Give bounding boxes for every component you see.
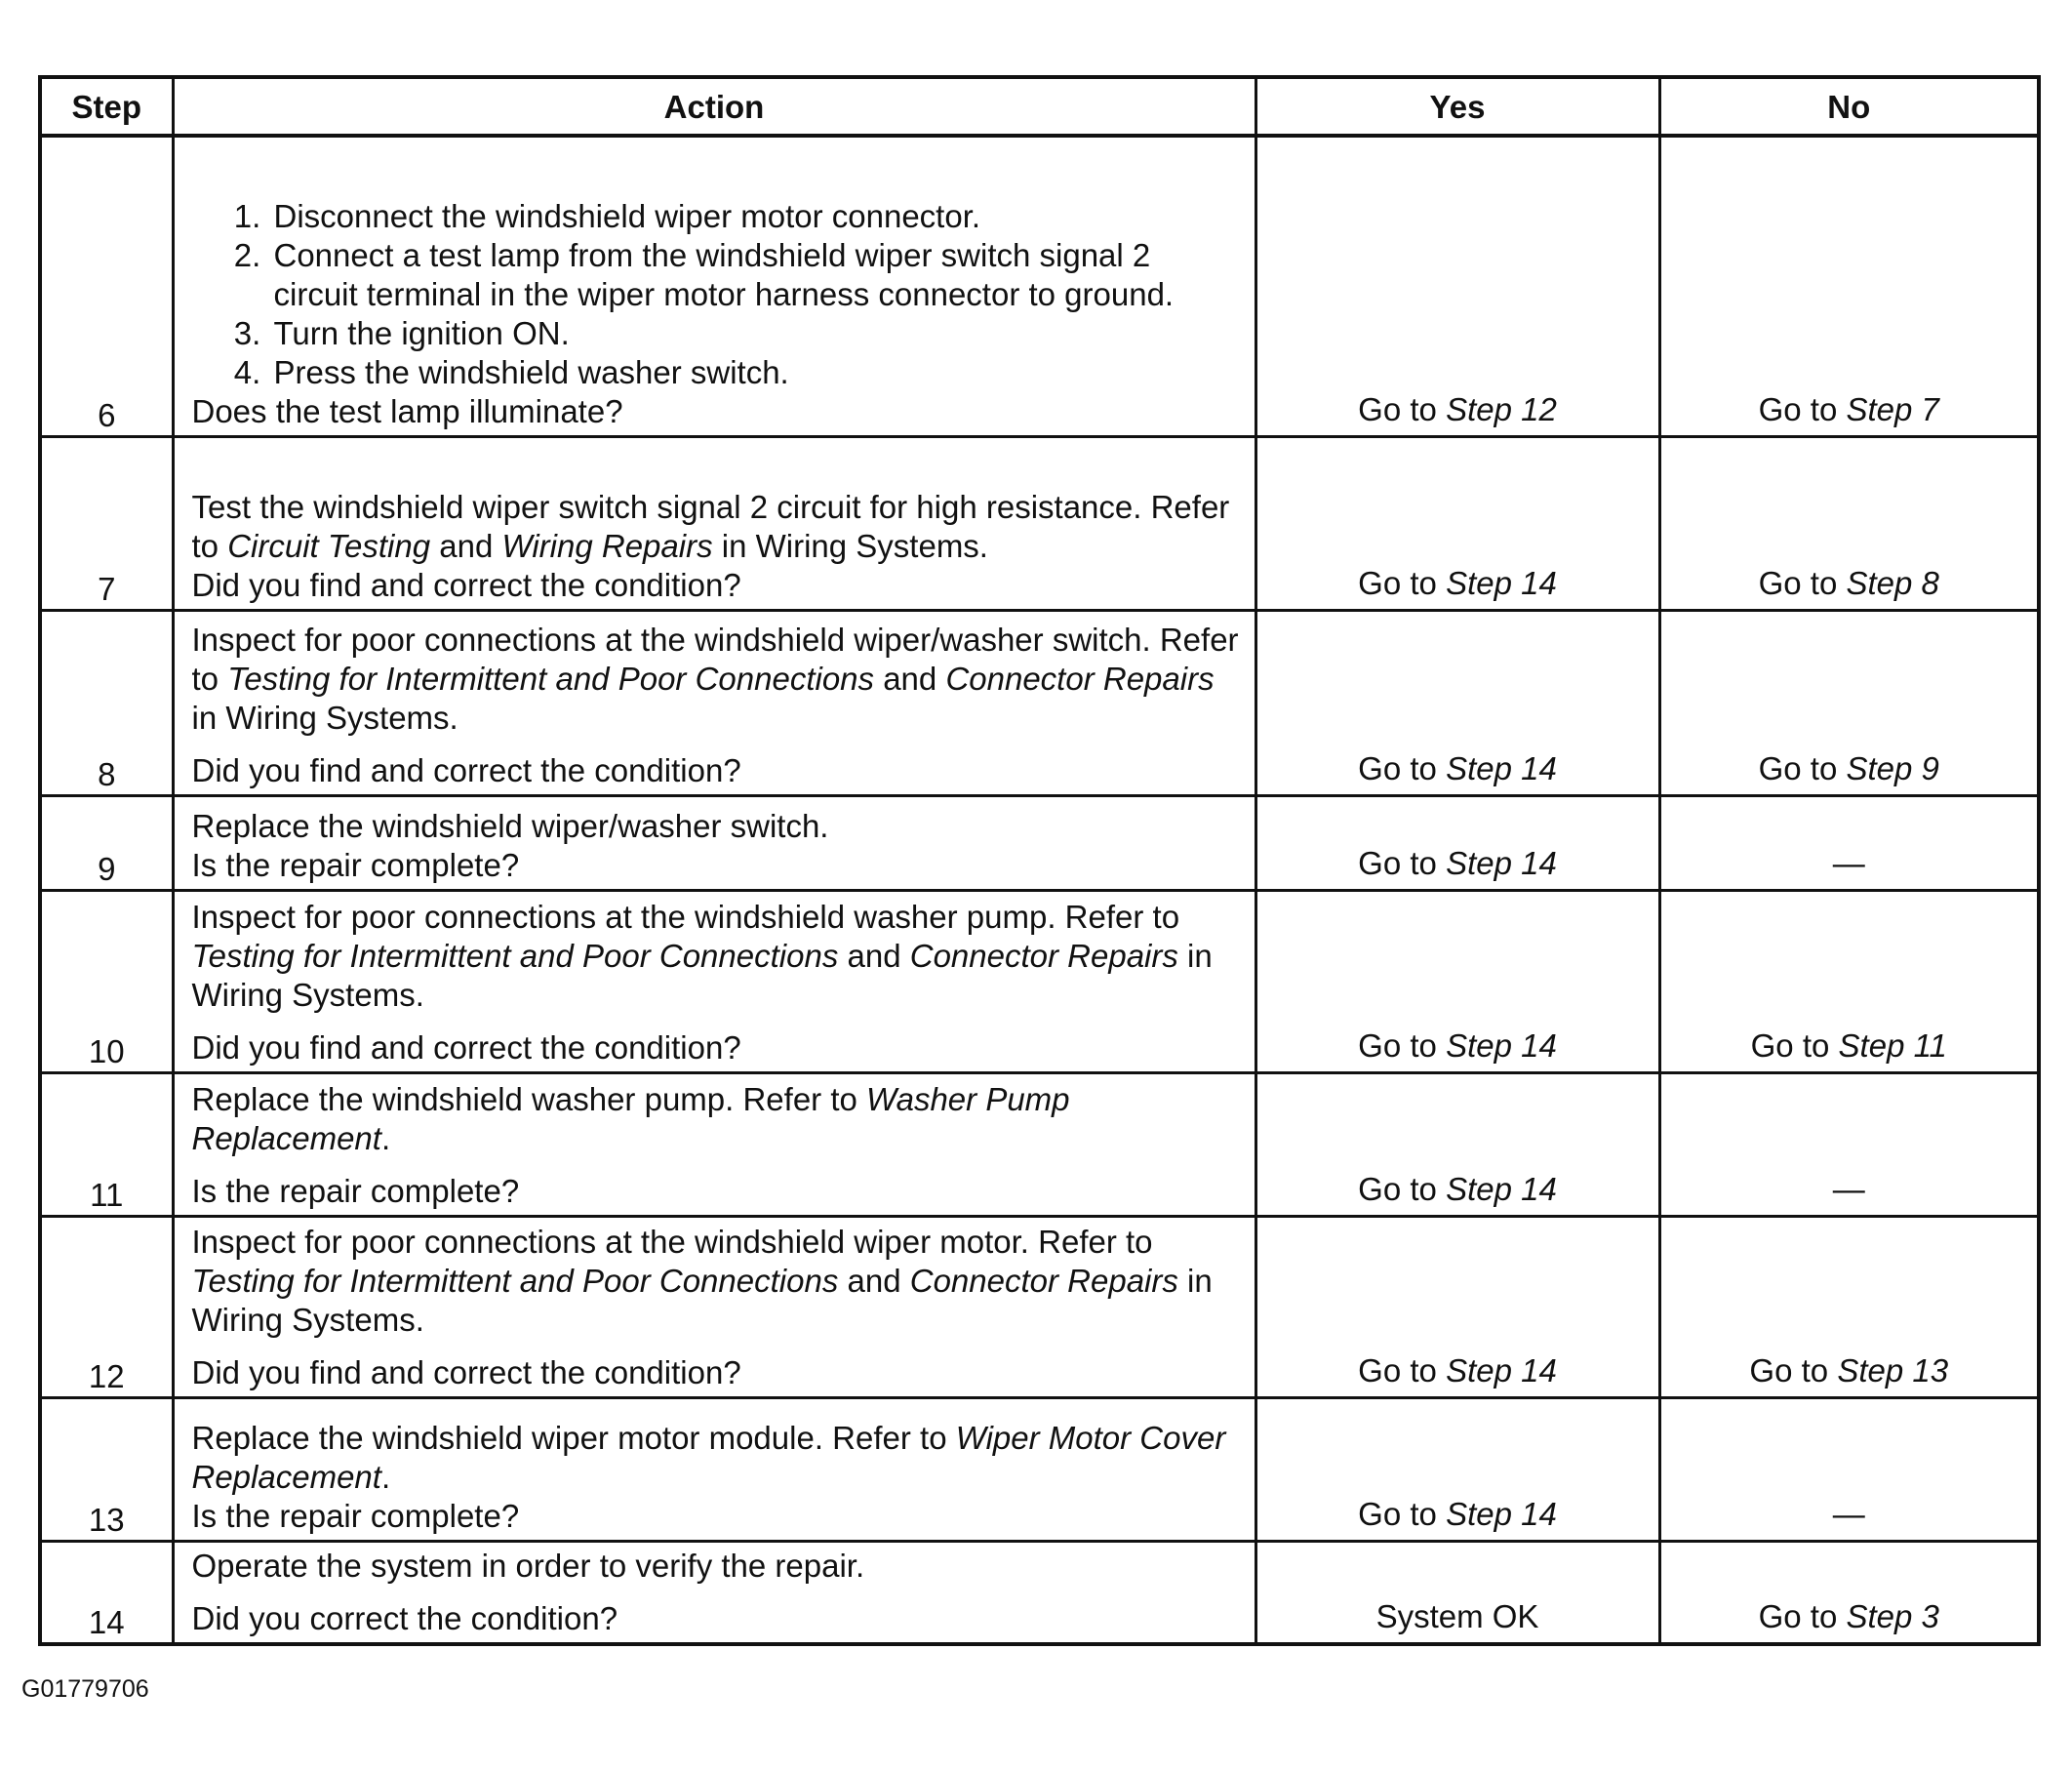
action-cell (173, 1397, 1255, 1541)
action-question: Did you find and correct the condition? (191, 1028, 741, 1066)
no-outcome (1659, 136, 2039, 436)
table-body (40, 136, 2039, 1644)
action-text (192, 1547, 1241, 1586)
action-text (192, 898, 1241, 1015)
yes-outcome (1255, 610, 1659, 795)
yes-step-link[interactable]: Step 14 (1446, 1351, 1557, 1389)
yes-goto-prefix: Go to (1358, 749, 1447, 786)
action-text-segment: Test the windshield wiper switch signal 2 circuit for high resistance. Refer to (191, 488, 1230, 564)
no-dash: — (1832, 844, 1865, 881)
action-text (192, 807, 1241, 846)
action-cell (173, 795, 1255, 890)
step-number: 14 (40, 1541, 173, 1644)
action-text-segment: Inspect for poor connections at the windshield washer pump. Refer to (191, 898, 1180, 935)
yes-outcome (1255, 136, 1659, 436)
action-question: Does the test lamp illuminate? (191, 392, 623, 429)
yes-step-link[interactable]: Step 14 (1446, 564, 1557, 601)
action-text-segment: and (430, 527, 502, 564)
action-text (192, 621, 1241, 738)
column-header-action: Action (173, 77, 1255, 136)
action-question: Did you find and correct the condition? (191, 566, 741, 603)
yes-outcome (1255, 1541, 1659, 1644)
action-step-item: 2. Connect a test lamp from the windshield wiper switch signal 2 circuit terminal in the wiper motor harness connector to ground. (270, 236, 1241, 314)
yes-goto-prefix: Go to (1358, 1351, 1447, 1389)
action-step-item: 4. Press the windshield washer switch. (270, 353, 1241, 392)
no-dash: — (1832, 1170, 1865, 1207)
yes-step-link[interactable]: Step 12 (1446, 390, 1557, 427)
action-question: Is the repair complete? (191, 1172, 520, 1209)
step-number: 7 (40, 436, 173, 610)
column-header-step: Step (40, 77, 173, 136)
no-outcome (1659, 1216, 2039, 1397)
action-text-segment: in Wiring Systems. (191, 699, 458, 736)
no-outcome (1659, 1541, 2039, 1644)
yes-step-link[interactable]: Step 14 (1446, 1026, 1557, 1064)
step-number: 12 (40, 1216, 173, 1397)
table-row (40, 1541, 2039, 1644)
action-text-segment: and (874, 660, 946, 697)
reference-title: Connector Repairs (909, 1262, 1178, 1299)
reference-title: Testing for Intermittent and Poor Connections (191, 937, 839, 974)
action-cell (173, 1216, 1255, 1397)
action-cell (173, 136, 1255, 436)
step-number: 6 (40, 136, 173, 436)
column-header-yes: Yes (1255, 77, 1659, 136)
yes-result-text: System OK (1375, 1598, 1539, 1634)
yes-step-link[interactable]: Step 14 (1446, 749, 1557, 786)
action-text-segment: Replace the windshield wiper motor module. Refer to (191, 1419, 956, 1456)
no-step-link[interactable]: Step 9 (1846, 749, 1939, 786)
diagnostic-table (38, 75, 2041, 1646)
no-goto-prefix: Go to (1758, 1598, 1847, 1634)
action-cell (173, 1072, 1255, 1216)
header-row (40, 77, 2039, 136)
action-text-segment: Replace the windshield washer pump. Refer to (191, 1080, 867, 1117)
no-step-link[interactable]: Step 3 (1846, 1598, 1939, 1634)
yes-goto-prefix: Go to (1358, 844, 1447, 881)
yes-step-link[interactable]: Step 14 (1446, 1495, 1557, 1532)
no-step-link[interactable]: Step 7 (1846, 390, 1939, 427)
no-step-link[interactable]: Step 8 (1846, 564, 1939, 601)
action-question: Is the repair complete? (191, 1497, 520, 1534)
table-row (40, 890, 2039, 1072)
no-goto-prefix: Go to (1758, 390, 1847, 427)
column-header-no: No (1659, 77, 2039, 136)
action-step-item: 3. Turn the ignition ON. (270, 314, 1241, 353)
no-outcome (1659, 890, 2039, 1072)
action-text-segment: Inspect for poor connections at the windshield wiper motor. Refer to (191, 1223, 1153, 1260)
action-text (192, 1419, 1241, 1497)
action-text-segment: in Wiring Systems. (191, 1262, 1213, 1338)
yes-goto-prefix: Go to (1358, 1026, 1447, 1064)
action-cell (173, 436, 1255, 610)
action-text-segment: Inspect for poor connections at the windshield wiper/washer switch. Refer to (191, 621, 1239, 697)
table-row (40, 795, 2039, 890)
table-row (40, 1072, 2039, 1216)
reference-title: Testing for Intermittent and Poor Connections (227, 660, 875, 697)
yes-goto-prefix: Go to (1358, 1495, 1447, 1532)
action-question: Is the repair complete? (191, 846, 520, 883)
no-step-link[interactable]: Step 11 (1838, 1026, 1947, 1064)
no-outcome (1659, 1072, 2039, 1216)
action-text-segment: . (380, 1119, 391, 1156)
yes-outcome (1255, 795, 1659, 890)
step-number: 9 (40, 795, 173, 890)
no-goto-prefix: Go to (1758, 564, 1847, 601)
action-cell (173, 890, 1255, 1072)
no-outcome (1659, 436, 2039, 610)
table-row (40, 610, 2039, 795)
no-outcome (1659, 795, 2039, 890)
action-text-segment: and (838, 937, 910, 974)
reference-title: Wiper Motor Cover Replacement (191, 1419, 1226, 1495)
action-text (192, 1223, 1241, 1340)
yes-outcome (1255, 1216, 1659, 1397)
reference-title: Connector Repairs (945, 660, 1215, 697)
action-cell (173, 1541, 1255, 1644)
step-number: 13 (40, 1397, 173, 1541)
no-goto-prefix: Go to (1749, 1351, 1838, 1389)
action-text (192, 488, 1241, 566)
yes-outcome (1255, 890, 1659, 1072)
step-number: 11 (40, 1072, 173, 1216)
table-row (40, 136, 2039, 436)
no-outcome (1659, 1397, 2039, 1541)
action-text-segment: Operate the system in order to verify the repair. (191, 1548, 865, 1584)
action-question: Did you find and correct the condition? (191, 751, 741, 788)
step-number: 10 (40, 890, 173, 1072)
action-step-item: 1. Disconnect the windshield wiper motor connector. (270, 197, 1241, 236)
yes-goto-prefix: Go to (1358, 390, 1447, 427)
action-text (192, 1080, 1241, 1158)
action-cell (173, 610, 1255, 795)
reference-title: Washer Pump Replacement (191, 1080, 1070, 1156)
action-text-segment: and (838, 1262, 910, 1299)
reference-title: Circuit Testing (227, 527, 431, 564)
yes-step-link[interactable]: Step 14 (1446, 844, 1557, 881)
no-outcome (1659, 610, 2039, 795)
action-text-segment: . (380, 1458, 391, 1495)
reference-title: Connector Repairs (909, 937, 1178, 974)
yes-outcome (1255, 1397, 1659, 1541)
action-question: Did you correct the condition? (191, 1600, 618, 1636)
table-row (40, 1216, 2039, 1397)
action-text-segment: Replace the windshield wiper/washer switch. (191, 807, 829, 844)
yes-outcome (1255, 1072, 1659, 1216)
action-text-segment: in Wiring Systems. (712, 527, 988, 564)
yes-outcome (1255, 436, 1659, 610)
action-text-segment: in Wiring Systems. (191, 937, 1213, 1013)
step-number: 8 (40, 610, 173, 795)
no-dash: — (1832, 1495, 1865, 1532)
no-goto-prefix: Go to (1758, 749, 1847, 786)
no-step-link[interactable]: Step 13 (1837, 1351, 1949, 1389)
reference-title: Testing for Intermittent and Poor Connections (191, 1262, 839, 1299)
action-question: Did you find and correct the condition? (191, 1353, 741, 1390)
figure-id: G01779706 (21, 1675, 149, 1703)
table-row (40, 1397, 2039, 1541)
yes-goto-prefix: Go to (1358, 564, 1447, 601)
reference-title: Wiring Repairs (501, 527, 713, 564)
action-steps-list (192, 197, 1241, 392)
yes-goto-prefix: Go to (1358, 1170, 1447, 1207)
no-goto-prefix: Go to (1750, 1026, 1839, 1064)
table-row (40, 436, 2039, 610)
yes-step-link[interactable]: Step 14 (1446, 1170, 1557, 1207)
